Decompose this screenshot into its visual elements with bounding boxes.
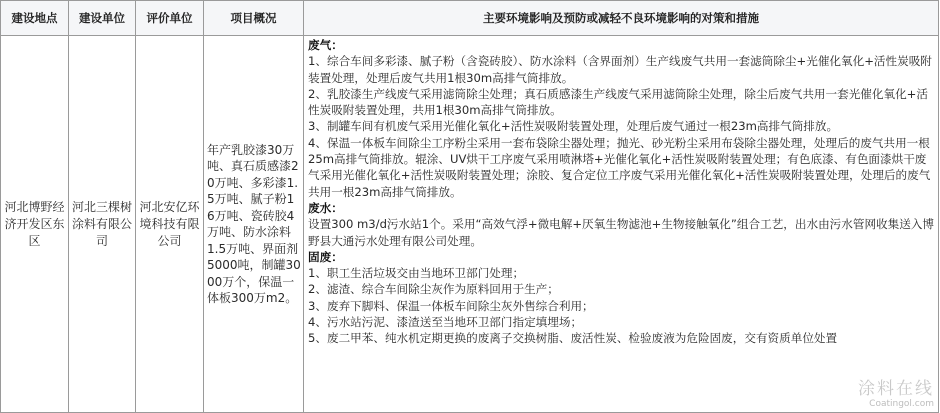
gas-item: 1、综合车间多彩漆、腻子粉（含瓷砖胶）、防水涂料（含界面剂）生产线废气共用一套滤筒除尘+光催化氧化+活性炭吸附装置处理，处理后废气共用1根30m高排气筒排放。 — [308, 54, 932, 85]
section-title-gas: 废气： — [308, 38, 343, 52]
header-location: 建设地点 — [1, 1, 69, 36]
solid-item: 5、废二甲苯、纯水机定期更换的废离子交换树脂、废活性炭、检验废液为危险固废，交有资质单位处置 — [308, 331, 838, 346]
solid-item: 1、职工生活垃圾交由当地环卫部门处理； — [308, 266, 525, 281]
table-header-row — [1, 1, 939, 36]
cell-evaluator: 河北安亿环境科技有限公司 — [136, 36, 204, 413]
section-title-water: 废水： — [308, 200, 343, 215]
gas-item: 2、乳胶漆生产线废气采用滤筒除尘处理；真石质感漆生产线废气采用滤筒除尘处理，除尘后废气共用一套光催化氧化+活性炭吸附装置处理，共用1根30m高排气筒排放。 — [308, 86, 928, 118]
cell-overview: 年产乳胶漆30万吨、真石质感漆20万吨、多彩漆1.5万吨、腻子粉16万吨、瓷砖胶4万吨、防水涂料1.5万吨、界面剂5000吨，制罐3000万个，保温一体板300万m2。 — [204, 36, 304, 413]
watermark-en: Coatingol.com — [869, 399, 934, 409]
water-text: 设置300 m3/d污水站1个。采用“高效气浮+微电解+厌氧生物滤池+生物接触氧化”组合工艺，出水由污水管网收集送入博野县大通污水处理有限公司处理。 — [308, 217, 935, 248]
gas-item: 4、保温一体板车间除尘工序粉尘采用一套布袋除尘器处理；抛光、砂光粉尘采用布袋除尘器处理，处理后的废气共用一根25m高排气筒排放。辊涂、UV烘干工序废气采用喷淋塔+光催化氧化+活性炭吸附装置处理；有色底漆、有色面漆烘干废气采用光催化氧化+活性炭吸附装置处理；涂胶、复合定位工序废气采用光催化氧化+活性炭吸附装置处理，处理后的废气共用一根23m高排气筒排放。 — [308, 135, 931, 199]
solid-item: 2、滤渣、综合车间除尘灰作为原料回用于生产； — [308, 282, 559, 297]
header-evaluator: 评价单位 — [136, 1, 204, 36]
cell-measures — [304, 36, 939, 413]
solid-item: 4、污水站污泥、漆渣送至当地环卫部门指定填埋场； — [308, 315, 583, 330]
header-builder: 建设单位 — [69, 1, 136, 36]
table-row — [1, 36, 939, 413]
cell-builder: 河北三棵树涂料有限公司 — [69, 36, 136, 413]
cell-location: 河北博野经济开发区东区 — [1, 36, 69, 413]
gas-item: 3、制罐车间有机废气采用光催化氧化+活性炭吸附装置处理，处理后废气通过一根23m高排气筒排放。 — [308, 119, 839, 134]
solid-item: 3、废弃下脚料、保温一体板车间除尘灰外售综合利用； — [308, 298, 594, 313]
section-title-solid: 固废： — [308, 249, 343, 264]
header-measures: 主要环境影响及预防或减轻不良环境影响的对策和措施 — [304, 1, 939, 36]
watermark-cn: 涂料在线 — [858, 379, 934, 399]
header-overview: 项目概况 — [204, 1, 304, 36]
